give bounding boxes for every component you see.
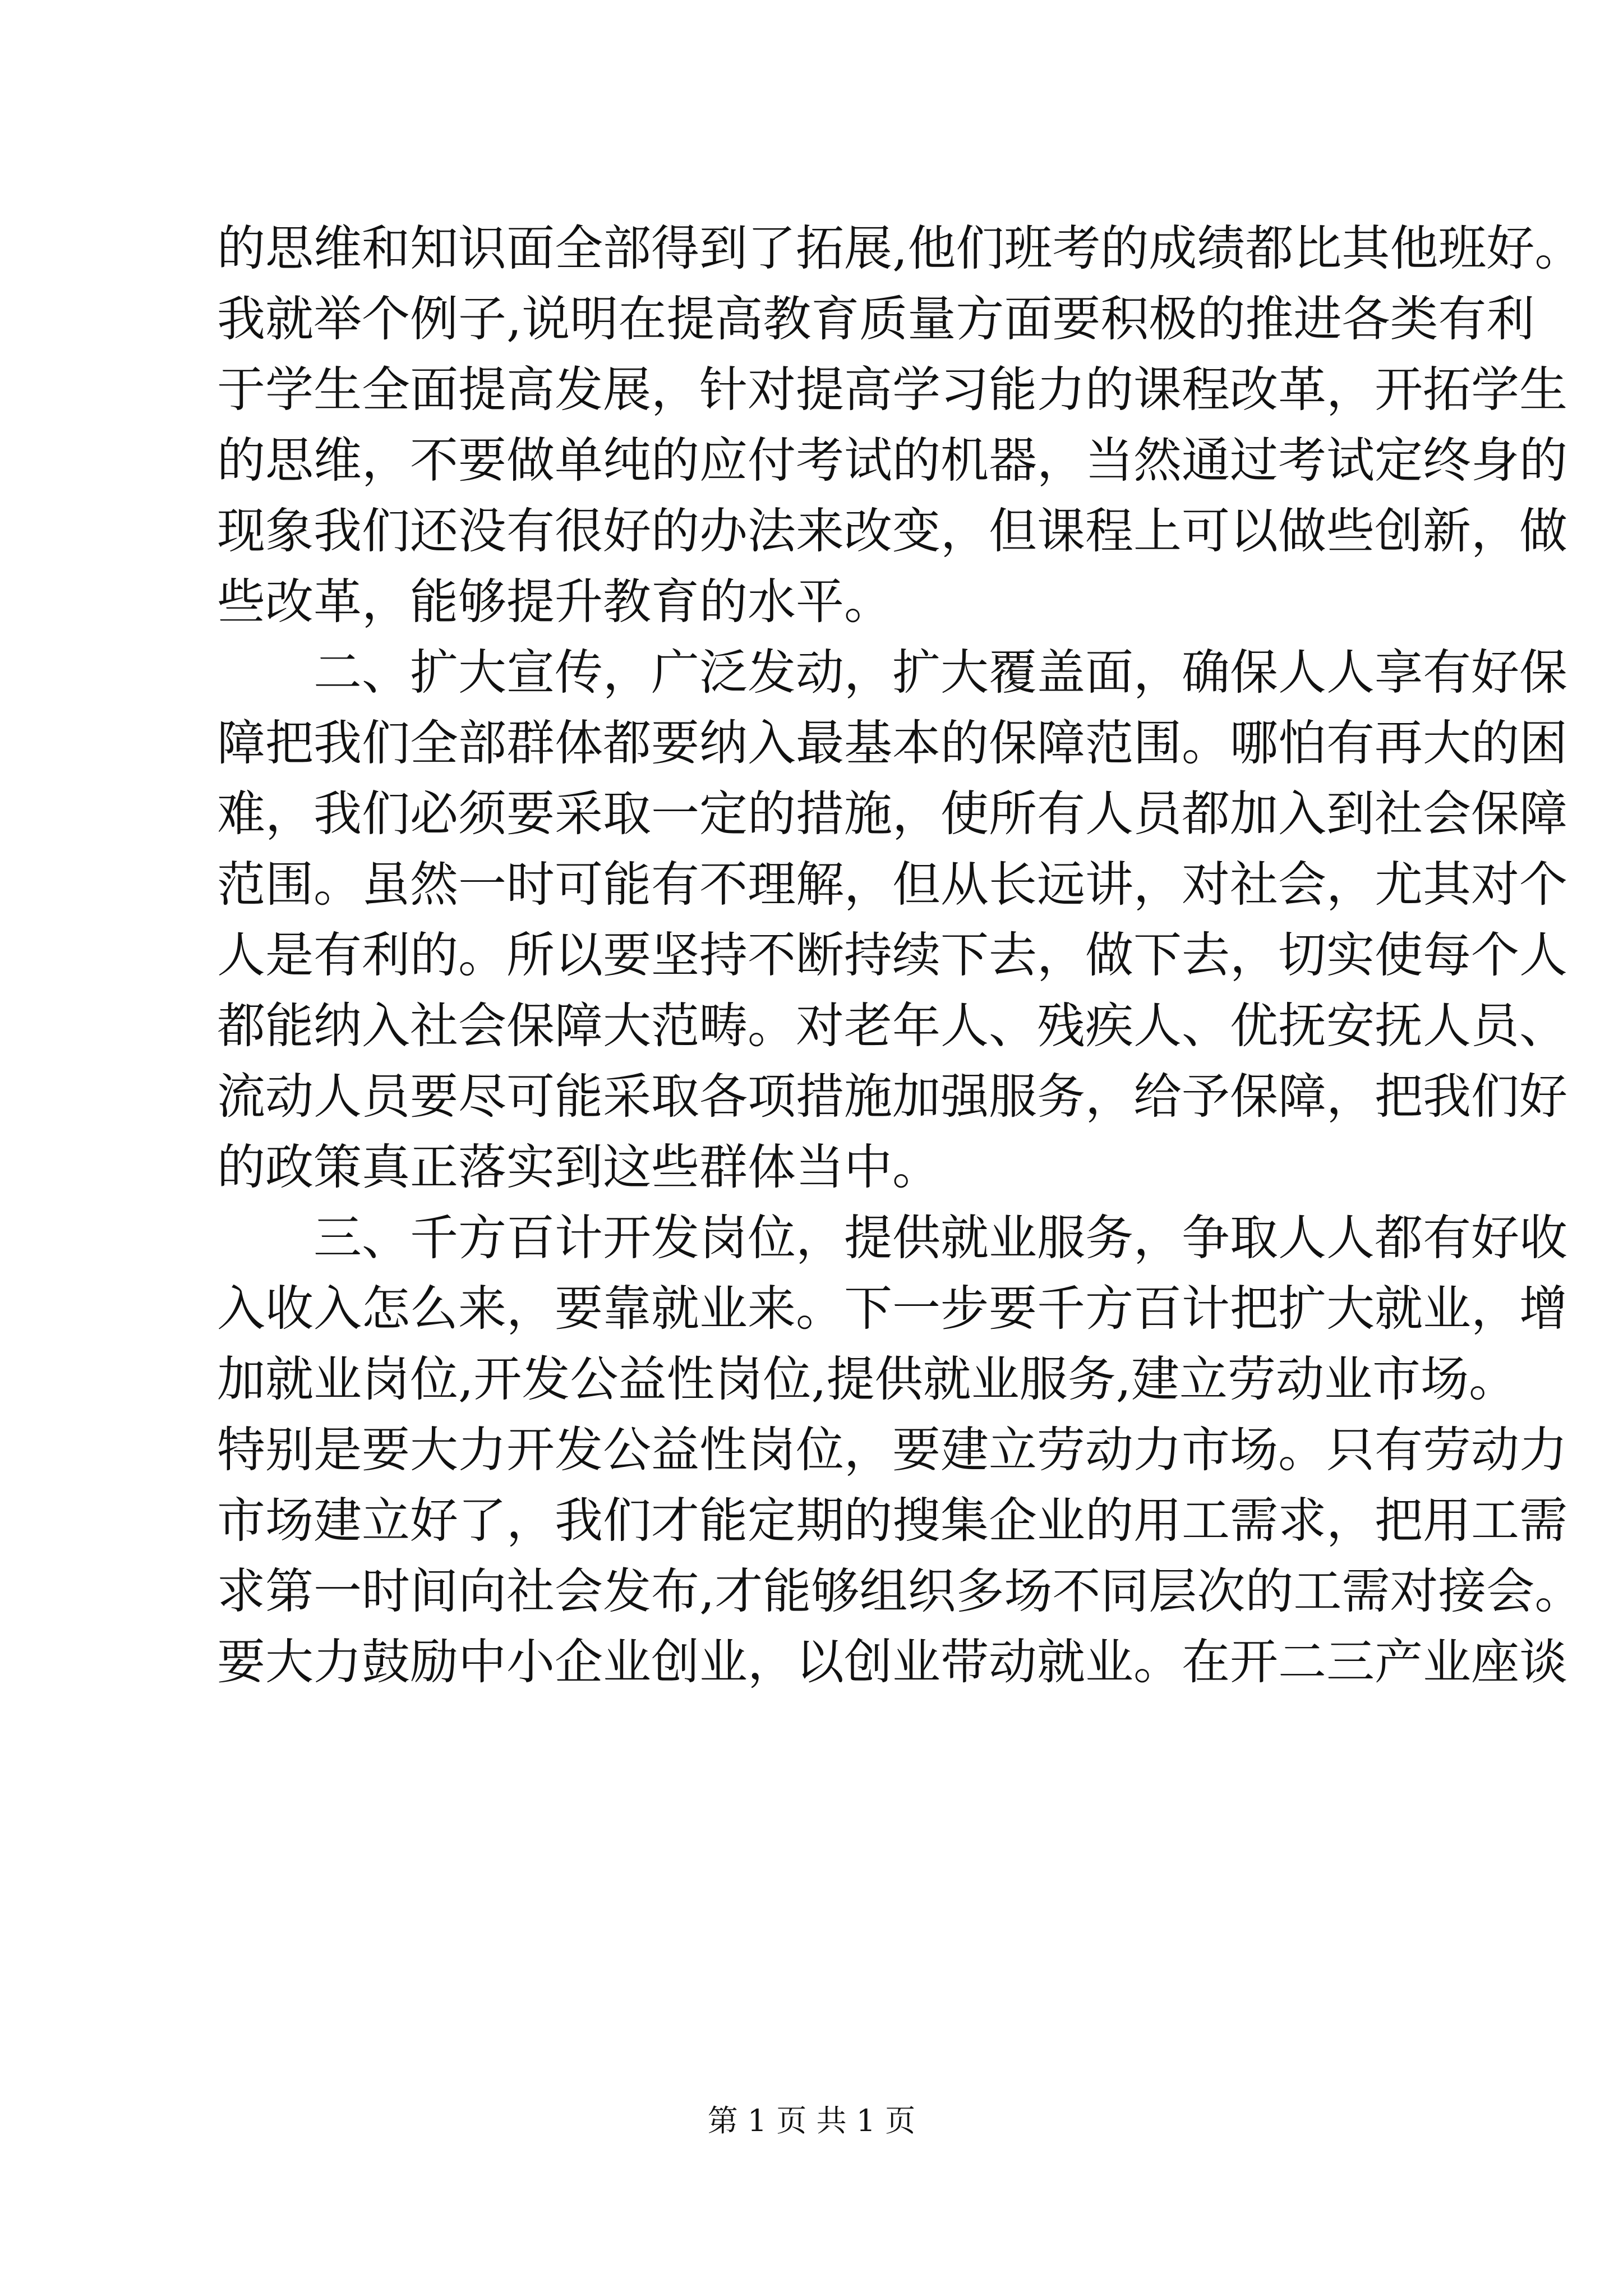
section-heading-line: 二、扩大宣传，广泛发动，扩大覆盖面，确保人人享有好保 bbox=[313, 645, 1567, 701]
text-line: 求第一时间向社会发布,才能够组织多场不同层次的工需对接会。 bbox=[217, 1563, 1583, 1619]
text-line: 于学生全面提高发展，针对提高学习能力的课程改革，开拓学生 bbox=[217, 362, 1567, 418]
text-line: 人是有利的。所以要坚持不断持续下去，做下去，切实使每个人 bbox=[217, 927, 1567, 983]
text-line: 障把我们全部群体都要纳入最基本的保障范围。哪怕有再大的困 bbox=[217, 715, 1567, 771]
text-line: 特别是要大力开发公益性岗位，要建立劳动力市场。只有劳动力 bbox=[217, 1422, 1567, 1478]
document-body bbox=[217, 213, 1583, 1697]
text-line: 些改革，能够提升教育的水平。 bbox=[217, 574, 892, 630]
text-line: 现象我们还没有很好的办法来改变，但课程上可以做些创新，做 bbox=[217, 503, 1567, 559]
text-line: 我就举个例子,说明在提高教育质量方面要积极的推进各类有利 bbox=[217, 291, 1535, 347]
text-line: 范围。虽然一时可能有不理解，但从长远讲，对社会，尤其对个 bbox=[217, 857, 1567, 913]
page-footer: 第 1 页 共 1 页 bbox=[707, 2103, 916, 2138]
section-heading-line: 三、千方百计开发岗位，提供就业服务，争取人人都有好收 bbox=[313, 1210, 1567, 1266]
text-line: 难，我们必须要采取一定的措施，使所有人员都加入到社会保障 bbox=[217, 786, 1567, 842]
text-line: 市场建立好了，我们才能定期的搜集企业的用工需求，把用工需 bbox=[217, 1493, 1567, 1549]
text-line: 流动人员要尽可能采取各项措施加强服务，给予保障，把我们好 bbox=[217, 1069, 1567, 1125]
text-line: 的思维和知识面全部得到了拓展,他们班考的成绩都比其他班好。 bbox=[217, 220, 1583, 277]
text-line: 要大力鼓励中小企业创业，以创业带动就业。在开二三产业座谈 bbox=[217, 1634, 1567, 1690]
text-line: 入收入怎么来，要靠就业来。下一步要千方百计把扩大就业，增 bbox=[217, 1281, 1567, 1337]
text-line: 的思维，不要做单纯的应付考试的机器，当然通过考试定终身的 bbox=[217, 432, 1567, 489]
text-line: 加就业岗位,开发公益性岗位,提供就业服务,建立劳动业市场。 bbox=[217, 1351, 1518, 1407]
text-line: 都能纳入社会保障大范畴。对老年人、残疾人、优抚安抚人员、 bbox=[217, 998, 1567, 1054]
text-line: 的政策真正落实到这些群体当中。 bbox=[217, 1139, 940, 1195]
